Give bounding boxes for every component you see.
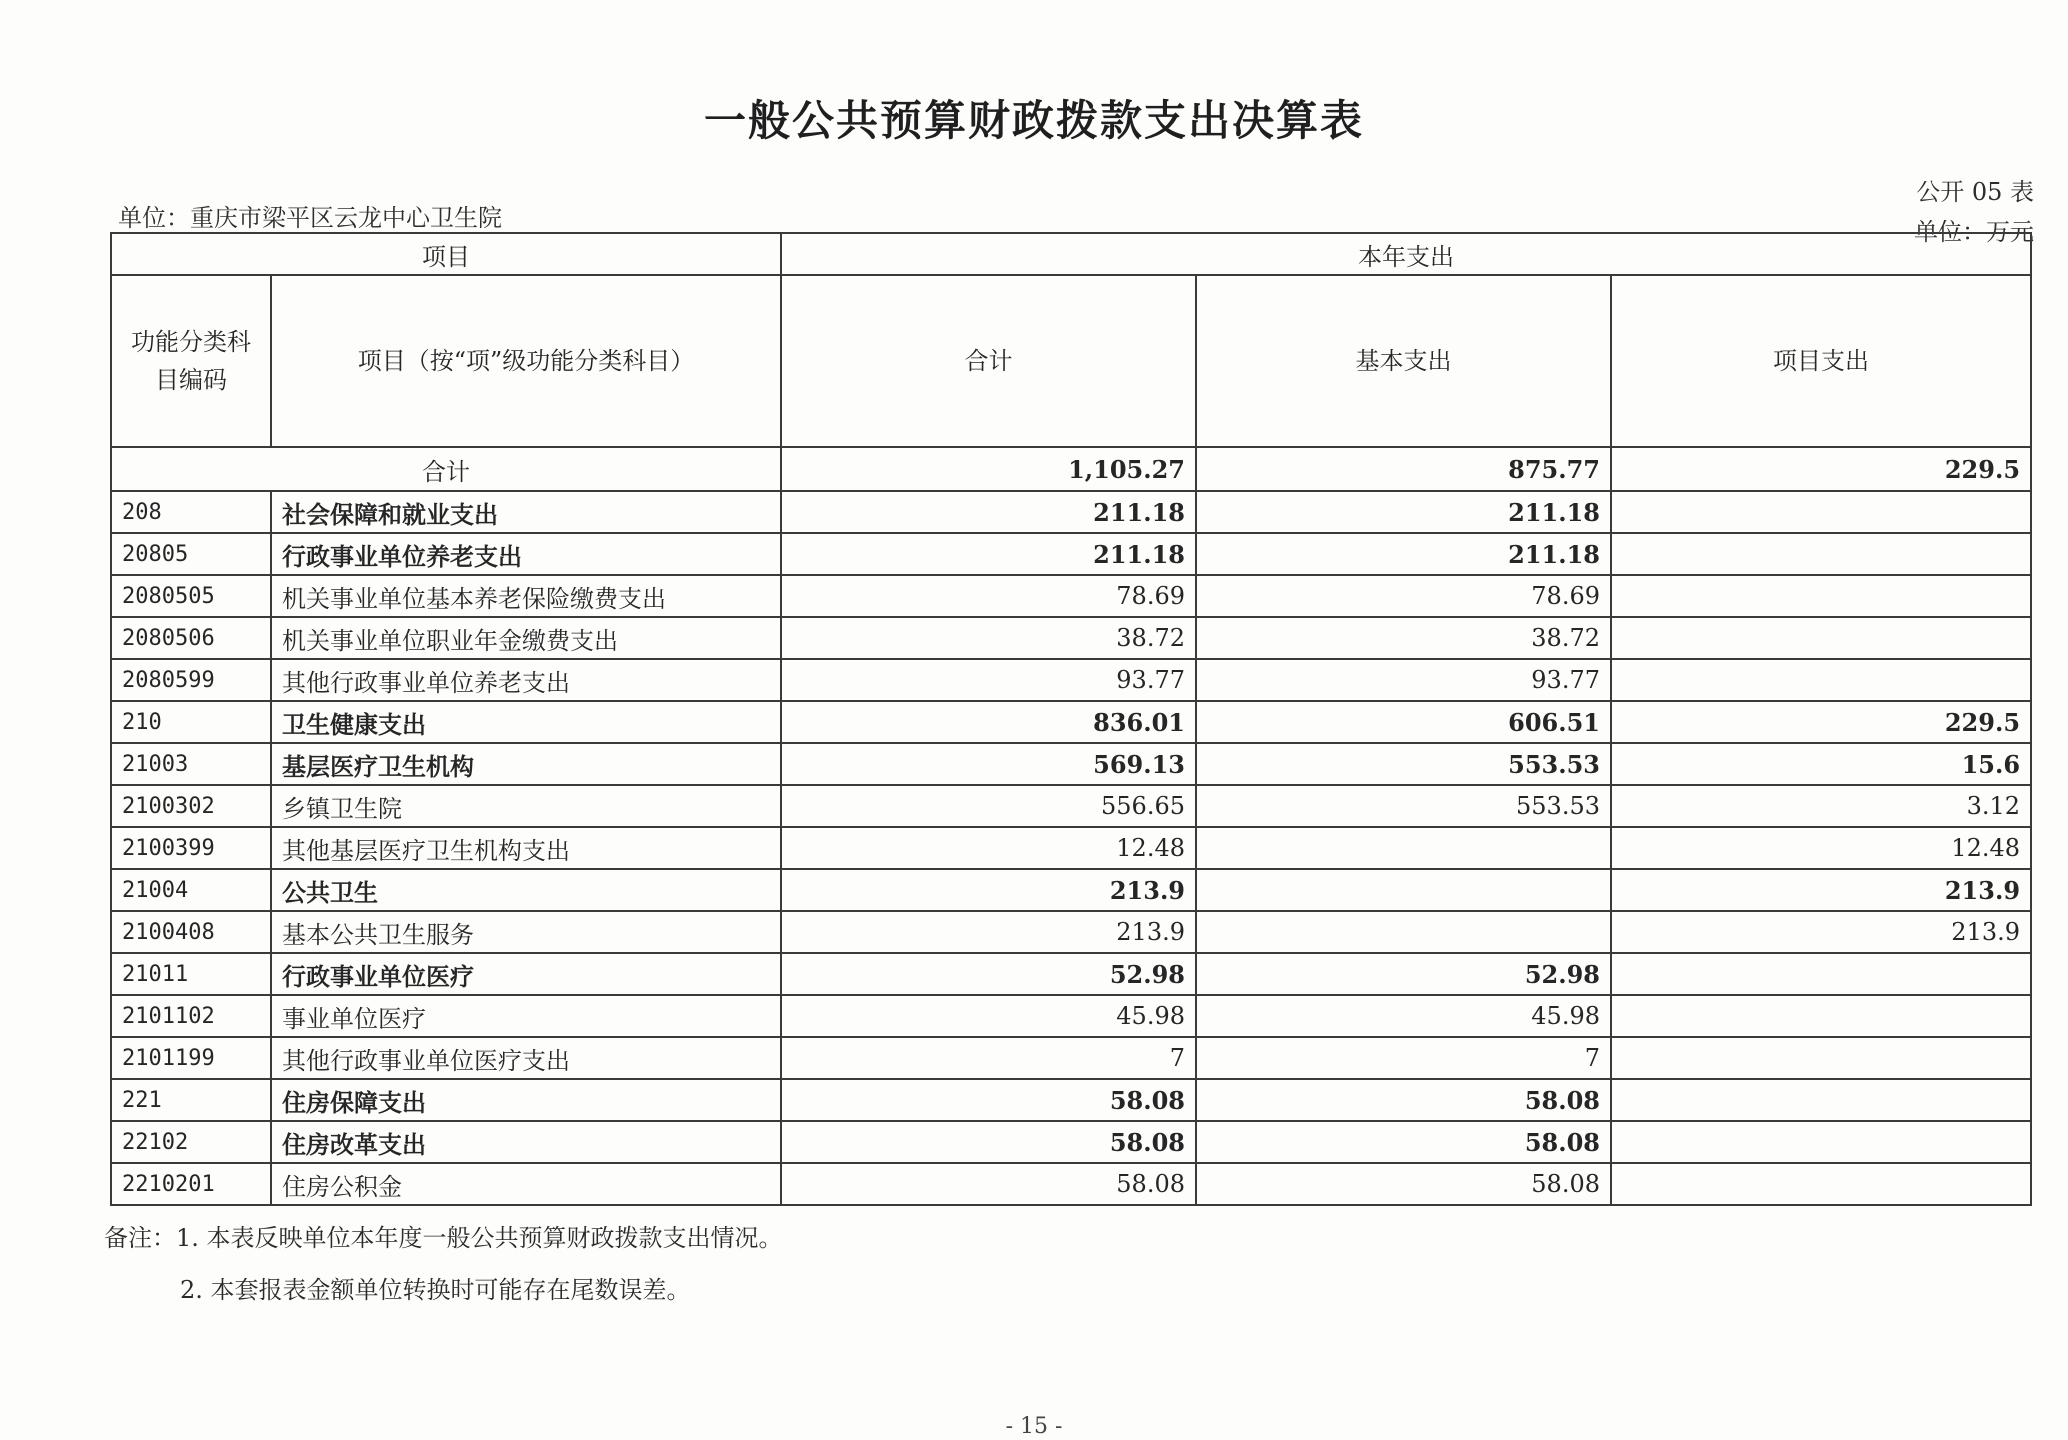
total-basic: 875.77 — [1196, 447, 1611, 491]
row-name: 社会保障和就业支出 — [271, 491, 781, 533]
row-total: 58.08 — [781, 1079, 1196, 1121]
row-code: 2100399 — [111, 827, 271, 869]
row-basic — [1196, 827, 1611, 869]
row-code: 2100408 — [111, 911, 271, 953]
page-number: - 15 - — [1005, 1414, 1063, 1439]
table-row — [111, 743, 2031, 785]
row-project: 12.48 — [1611, 827, 2031, 869]
row-basic: 58.08 — [1196, 1079, 1611, 1121]
row-name: 机关事业单位职业年金缴费支出 — [271, 617, 781, 659]
header-project-group: 项目 — [111, 233, 781, 275]
row-total: 836.01 — [781, 701, 1196, 743]
total-total: 1,105.27 — [781, 447, 1196, 491]
row-basic: 553.53 — [1196, 785, 1611, 827]
row-basic: 58.08 — [1196, 1121, 1611, 1163]
budget-table — [110, 232, 2032, 1206]
header-expense-group: 本年支出 — [781, 233, 2031, 275]
row-project: 3.12 — [1611, 785, 2031, 827]
table-row — [111, 617, 2031, 659]
row-code: 2080506 — [111, 617, 271, 659]
row-code: 210 — [111, 701, 271, 743]
row-total: 78.69 — [781, 575, 1196, 617]
row-name: 基层医疗卫生机构 — [271, 743, 781, 785]
row-code: 2080599 — [111, 659, 271, 701]
footnote-2: 2. 本套报表金额单位转换时可能存在尾数误差。 — [180, 1276, 691, 1304]
row-code: 2101199 — [111, 1037, 271, 1079]
row-total: 12.48 — [781, 827, 1196, 869]
row-code: 21003 — [111, 743, 271, 785]
header-total: 合计 — [781, 275, 1196, 447]
row-project: 213.9 — [1611, 869, 2031, 911]
row-basic: 211.18 — [1196, 491, 1611, 533]
table-row — [111, 869, 2031, 911]
row-name: 事业单位医疗 — [271, 995, 781, 1037]
row-basic: 78.69 — [1196, 575, 1611, 617]
row-name: 公共卫生 — [271, 869, 781, 911]
row-total: 556.65 — [781, 785, 1196, 827]
row-total: 7 — [781, 1037, 1196, 1079]
table-row — [111, 827, 2031, 869]
row-basic — [1196, 869, 1611, 911]
row-code: 22102 — [111, 1121, 271, 1163]
row-project — [1611, 1079, 2031, 1121]
row-name: 住房改革支出 — [271, 1121, 781, 1163]
row-project — [1611, 575, 2031, 617]
row-code: 208 — [111, 491, 271, 533]
row-project — [1611, 659, 2031, 701]
row-total: 45.98 — [781, 995, 1196, 1037]
row-project — [1611, 1163, 2031, 1205]
table-row — [111, 491, 2031, 533]
total-project: 229.5 — [1611, 447, 2031, 491]
table-row — [111, 911, 2031, 953]
table-row — [111, 533, 2031, 575]
row-project — [1611, 953, 2031, 995]
row-project — [1611, 995, 2031, 1037]
total-row — [111, 447, 2031, 491]
footnote-1: 备注：1. 本表反映单位本年度一般公共预算财政拨款支出情况。 — [104, 1224, 783, 1252]
header-group-row — [111, 233, 2031, 275]
table-code: 公开 05 表 — [1916, 178, 2034, 206]
row-total: 52.98 — [781, 953, 1196, 995]
row-project: 15.6 — [1611, 743, 2031, 785]
row-basic: 38.72 — [1196, 617, 1611, 659]
row-total: 213.9 — [781, 869, 1196, 911]
organization-label: 单位：重庆市梁平区云龙中心卫生院 — [118, 204, 502, 232]
footnotes — [104, 1212, 783, 1316]
row-total: 213.9 — [781, 911, 1196, 953]
row-project — [1611, 617, 2031, 659]
row-name: 其他行政事业单位医疗支出 — [271, 1037, 781, 1079]
row-name: 住房公积金 — [271, 1163, 781, 1205]
table-row — [111, 1121, 2031, 1163]
row-total: 93.77 — [781, 659, 1196, 701]
header-name: 项目（按“项”级功能分类科目） — [271, 275, 781, 447]
row-project: 213.9 — [1611, 911, 2031, 953]
row-name: 卫生健康支出 — [271, 701, 781, 743]
table-row — [111, 659, 2031, 701]
table-row — [111, 785, 2031, 827]
row-code: 21011 — [111, 953, 271, 995]
row-code: 221 — [111, 1079, 271, 1121]
row-project — [1611, 533, 2031, 575]
row-project — [1611, 491, 2031, 533]
row-name: 机关事业单位基本养老保险缴费支出 — [271, 575, 781, 617]
row-basic: 45.98 — [1196, 995, 1611, 1037]
row-code: 2210201 — [111, 1163, 271, 1205]
table-row — [111, 701, 2031, 743]
row-code: 20805 — [111, 533, 271, 575]
row-name: 乡镇卫生院 — [271, 785, 781, 827]
row-project: 229.5 — [1611, 701, 2031, 743]
table-row — [111, 953, 2031, 995]
row-code: 21004 — [111, 869, 271, 911]
row-name: 住房保障支出 — [271, 1079, 781, 1121]
table-row — [111, 995, 2031, 1037]
table-row — [111, 575, 2031, 617]
currency-unit: 单位：万元 — [1914, 218, 2034, 246]
row-basic: 211.18 — [1196, 533, 1611, 575]
header-column-row — [111, 275, 2031, 447]
row-code: 2080505 — [111, 575, 271, 617]
row-basic: 606.51 — [1196, 701, 1611, 743]
row-code: 2100302 — [111, 785, 271, 827]
table-row — [111, 1037, 2031, 1079]
row-name: 基本公共卫生服务 — [271, 911, 781, 953]
row-code: 2101102 — [111, 995, 271, 1037]
row-project — [1611, 1037, 2031, 1079]
row-project — [1611, 1121, 2031, 1163]
row-name: 行政事业单位养老支出 — [271, 533, 781, 575]
header-project: 项目支出 — [1611, 275, 2031, 447]
row-basic: 7 — [1196, 1037, 1611, 1079]
row-total: 58.08 — [781, 1121, 1196, 1163]
row-total: 58.08 — [781, 1163, 1196, 1205]
page-title: 一般公共预算财政拨款支出决算表 — [703, 96, 1364, 145]
row-name: 行政事业单位医疗 — [271, 953, 781, 995]
table-row — [111, 1163, 2031, 1205]
row-name: 其他行政事业单位养老支出 — [271, 659, 781, 701]
row-basic — [1196, 911, 1611, 953]
row-total: 38.72 — [781, 617, 1196, 659]
row-total: 569.13 — [781, 743, 1196, 785]
row-name: 其他基层医疗卫生机构支出 — [271, 827, 781, 869]
row-basic: 553.53 — [1196, 743, 1611, 785]
row-total: 211.18 — [781, 533, 1196, 575]
row-basic: 52.98 — [1196, 953, 1611, 995]
row-basic: 58.08 — [1196, 1163, 1611, 1205]
header-basic: 基本支出 — [1196, 275, 1611, 447]
total-label: 合计 — [111, 447, 781, 491]
row-total: 211.18 — [781, 491, 1196, 533]
row-basic: 93.77 — [1196, 659, 1611, 701]
header-code: 功能分类科目编码 — [111, 275, 271, 447]
table-row — [111, 1079, 2031, 1121]
